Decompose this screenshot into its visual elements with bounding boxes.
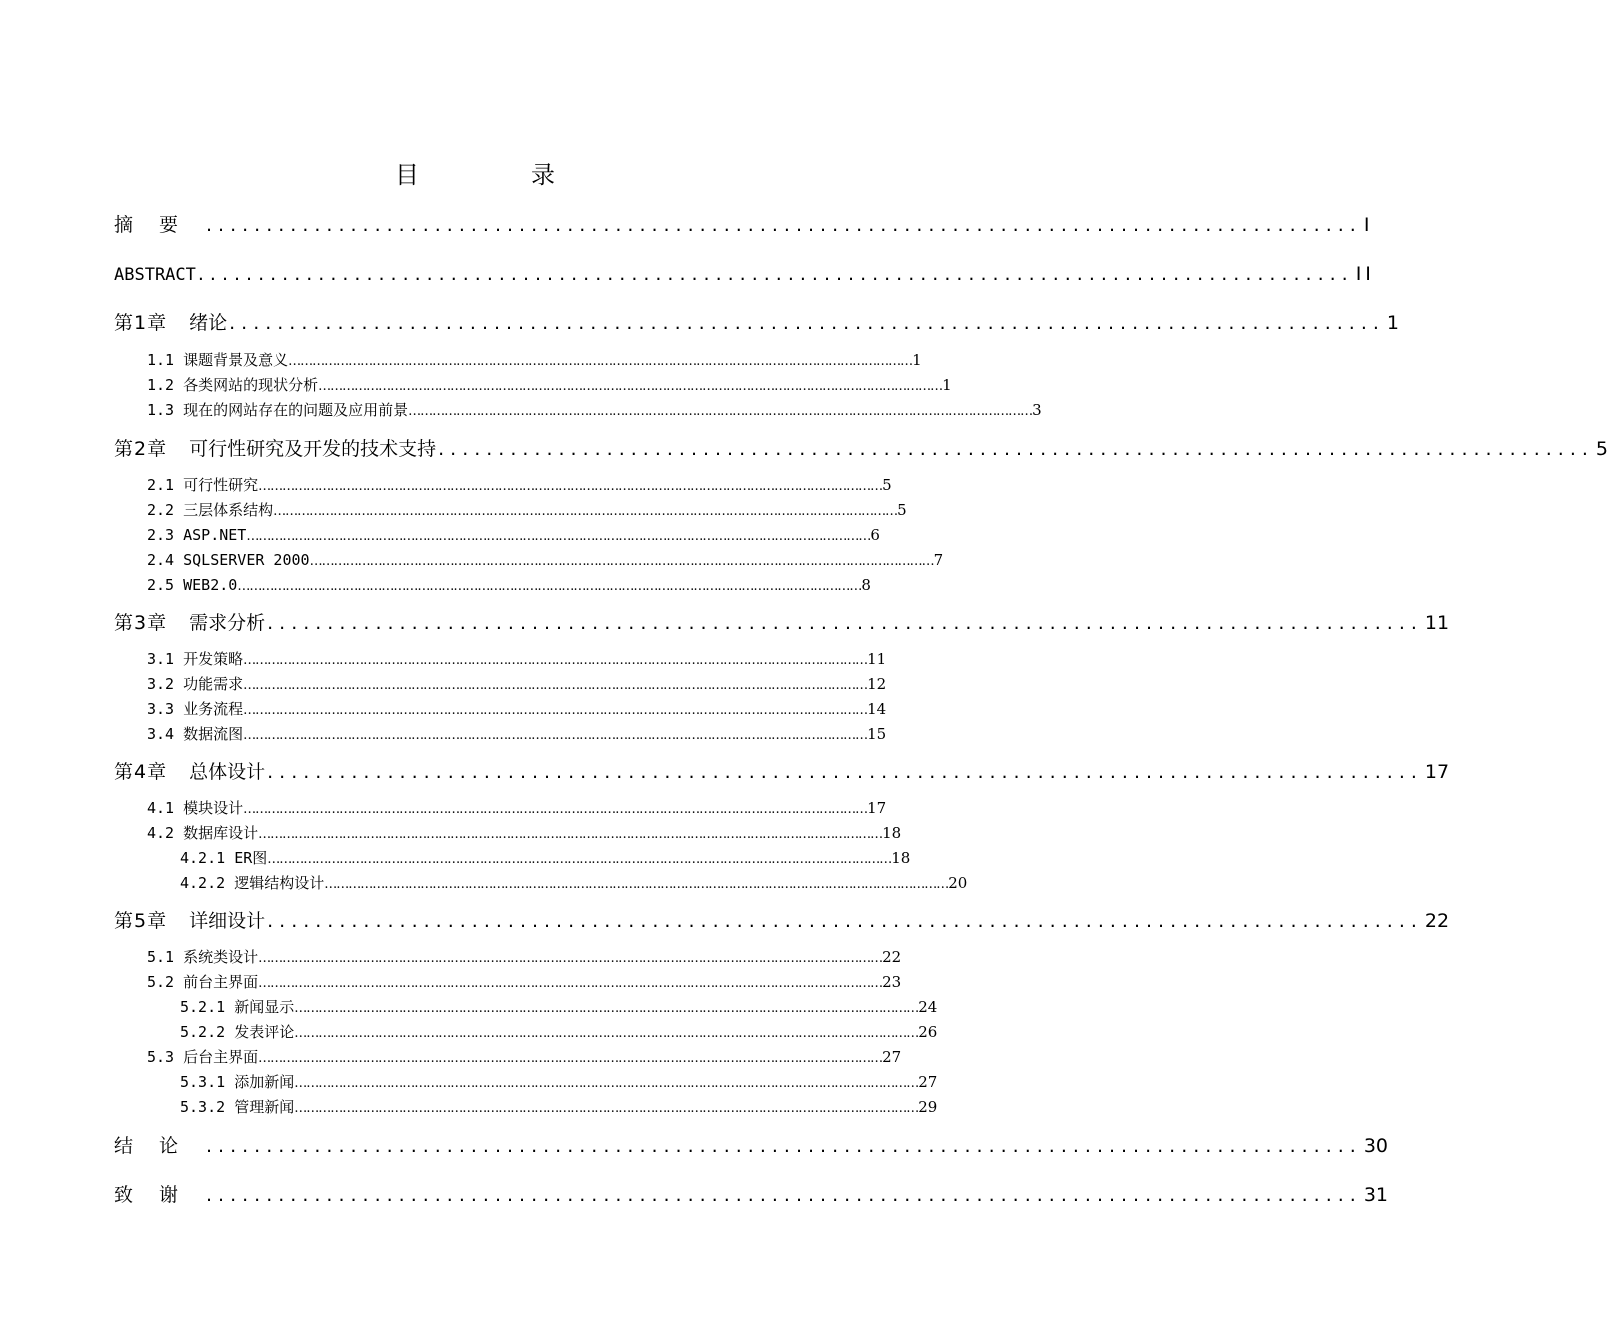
toc-section-number: 2.1 xyxy=(147,476,175,494)
toc-entry-chapter-4[interactable] xyxy=(114,757,1450,787)
toc-leader-dots: ................................................................................................ xyxy=(206,1135,1362,1157)
toc-leader-dots: ………………………………………………………………………………………………………………………………………… xyxy=(258,976,883,991)
toc-chapter-number: 第2章 xyxy=(114,438,168,460)
toc-section-number: 2.3 xyxy=(147,526,175,544)
toc-page-number: 26 xyxy=(918,1023,938,1041)
toc-entry-2-4[interactable] xyxy=(147,548,944,572)
toc-page-number: 11 xyxy=(867,650,887,668)
toc-page-number: 29 xyxy=(918,1098,938,1116)
toc-page-number: 24 xyxy=(918,998,938,1016)
toc-section-number: 1.3 xyxy=(147,401,175,419)
toc-entry-4-2[interactable] xyxy=(147,821,902,845)
toc-entry-3-2[interactable] xyxy=(147,672,887,696)
toc-leader-dots: ………………………………………………………………………………………………………………………………………… xyxy=(324,877,949,892)
toc-leader-dots: ………………………………………………………………………………………………………………………………………… xyxy=(243,728,868,743)
toc-entry-5-2-1[interactable] xyxy=(180,995,938,1019)
toc-chapter-title: 需求分析 xyxy=(189,612,266,634)
toc-entry-3-1[interactable] xyxy=(147,647,887,671)
toc-leader-dots: ………………………………………………………………………………………………………………………………………… xyxy=(288,354,913,369)
toc-entry-abstract-en[interactable] xyxy=(114,259,1375,289)
toc-section-number: 5.3.1 xyxy=(180,1073,226,1091)
toc-section-number: 3.2 xyxy=(147,675,175,693)
toc-section-title: 前台主界面 xyxy=(183,973,259,991)
toc-page-number: I xyxy=(1363,214,1370,236)
toc-section-title: 后台主界面 xyxy=(183,1048,259,1066)
toc-page-number: 31 xyxy=(1363,1184,1388,1206)
toc-leader-dots: ………………………………………………………………………………………………………………………………………… xyxy=(243,802,868,817)
toc-leader-dots: ………………………………………………………………………………………………………………………………………… xyxy=(309,554,934,569)
toc-section-title: 课题背景及意义 xyxy=(183,351,289,369)
toc-section-title: ASP.NET xyxy=(183,526,247,544)
toc-page-number: 1 xyxy=(912,351,922,369)
toc-section-number: 5.2 xyxy=(147,973,175,991)
toc-page-number: 15 xyxy=(867,725,887,743)
toc-page-number: 1 xyxy=(942,376,952,394)
toc-entry-chapter-5[interactable] xyxy=(114,906,1450,936)
toc-section-number: 4.2 xyxy=(147,824,175,842)
toc-section-title: 现在的网站存在的问题及应用前景 xyxy=(183,401,409,419)
toc-leader-dots: ………………………………………………………………………………………………………………………………………… xyxy=(258,951,883,966)
toc-page-number: 5 xyxy=(1595,438,1608,460)
toc-page-number: II xyxy=(1355,263,1375,285)
toc-page-number: 1 xyxy=(1386,312,1399,334)
toc-leader-dots: ………………………………………………………………………………………………………………………………………… xyxy=(243,703,868,718)
toc-entry-3-3[interactable] xyxy=(147,697,887,721)
toc-entry-2-3[interactable] xyxy=(147,523,880,547)
toc-entry-label: 结论 xyxy=(114,1135,205,1157)
toc-section-title: WEB2.0 xyxy=(183,576,238,594)
toc-entry-chapter-3[interactable] xyxy=(114,608,1450,638)
toc-section-title: 模块设计 xyxy=(183,799,244,817)
toc-page-number: 27 xyxy=(918,1073,938,1091)
toc-section-number: 4.2.2 xyxy=(180,874,226,892)
toc-section-number: 5.2.1 xyxy=(180,998,226,1016)
toc-chapter-number: 第1章 xyxy=(114,312,168,334)
toc-section-title: 新闻显示 xyxy=(234,998,295,1016)
toc-entry-5-2-2[interactable] xyxy=(180,1020,938,1044)
toc-section-title: 数据流图 xyxy=(183,725,244,743)
toc-entry-2-5[interactable] xyxy=(147,573,871,597)
toc-section-title: 三层体系结构 xyxy=(183,501,274,519)
toc-leader-dots: ................................................................................................ xyxy=(267,910,1423,932)
toc-entry-5-3-1[interactable] xyxy=(180,1070,938,1094)
toc-chapter-title: 绪论 xyxy=(189,312,228,334)
toc-section-title: 发表评论 xyxy=(234,1023,295,1041)
toc-entry-3-4[interactable] xyxy=(147,722,887,746)
toc-section-title: 系统类设计 xyxy=(183,948,259,966)
toc-leader-dots: ………………………………………………………………………………………………………………………………………… xyxy=(294,1076,919,1091)
toc-section-number: 1.2 xyxy=(147,376,175,394)
toc-section-title: 数据库设计 xyxy=(183,824,259,842)
toc-page-number: 5 xyxy=(882,476,892,494)
toc-section-number: 3.1 xyxy=(147,650,175,668)
toc-page-number: 8 xyxy=(861,576,871,594)
toc-section-title: 功能需求 xyxy=(183,675,244,693)
toc-section-number: 4.2.1 xyxy=(180,849,226,867)
toc-entry-chapter-2[interactable] xyxy=(114,434,1608,464)
toc-leader-dots: ………………………………………………………………………………………………………………………………………… xyxy=(294,1101,919,1116)
toc-page-number: 18 xyxy=(891,849,911,867)
toc-entry-5-3[interactable] xyxy=(147,1045,902,1069)
toc-page-number: 6 xyxy=(870,526,880,544)
toc-chapter-number: 第3章 xyxy=(114,612,168,634)
toc-entry-5-1[interactable] xyxy=(147,945,902,969)
toc-section-number: 5.1 xyxy=(147,948,175,966)
toc-entry-abstract-cn[interactable] xyxy=(114,210,1370,240)
toc-page-number: 7 xyxy=(933,551,944,569)
toc-section-title: 逻辑结构设计 xyxy=(234,874,325,892)
toc-section-number: 2.4 xyxy=(147,551,175,569)
toc-page-number: 17 xyxy=(1424,761,1450,783)
toc-section-title: ER图 xyxy=(234,849,268,867)
toc-entry-conclusion[interactable] xyxy=(114,1131,1388,1161)
toc-leader-dots: ................................................................................................ xyxy=(267,761,1423,783)
toc-section-number: 2.2 xyxy=(147,501,175,519)
toc-section-number: 3.3 xyxy=(147,700,175,718)
toc-entry-4-2-1[interactable] xyxy=(180,846,911,870)
toc-section-title: 业务流程 xyxy=(183,700,244,718)
toc-chapter-number: 第5章 xyxy=(114,910,168,932)
toc-entry-label: ABSTRACT xyxy=(114,265,196,285)
toc-leader-dots: ................................................................................................ xyxy=(206,214,1362,236)
toc-page-number: 3 xyxy=(1032,401,1042,419)
toc-entry-1-3[interactable] xyxy=(147,398,1042,422)
toc-chapter-title: 详细设计 xyxy=(189,910,266,932)
toc-page-number: 30 xyxy=(1363,1135,1388,1157)
toc-page-number: 22 xyxy=(882,948,902,966)
toc-entry-label: 摘要 xyxy=(114,214,205,236)
toc-entry-1-2[interactable] xyxy=(147,373,952,397)
toc-entry-4-2-2[interactable] xyxy=(180,871,968,895)
toc-page-number: 23 xyxy=(882,973,902,991)
toc-leader-dots: ………………………………………………………………………………………………………………………………………… xyxy=(258,827,883,842)
toc-entry-5-3-2[interactable] xyxy=(180,1095,938,1119)
toc-entry-2-2[interactable] xyxy=(147,498,907,522)
toc-leader-dots: ………………………………………………………………………………………………………………………………………… xyxy=(294,1001,919,1016)
toc-section-title: 各类网站的现状分析 xyxy=(183,376,319,394)
toc-page-number: 22 xyxy=(1424,910,1450,932)
toc-entry-thanks[interactable] xyxy=(114,1180,1388,1210)
toc-section-number: 5.3 xyxy=(147,1048,175,1066)
toc-section-number: 3.4 xyxy=(147,725,175,743)
toc-leader-dots: ………………………………………………………………………………………………………………………………………… xyxy=(408,404,1033,419)
toc-page-number: 20 xyxy=(948,874,968,892)
toc-leader-dots: ................................................................................................ xyxy=(438,438,1594,460)
toc-leader-dots: ………………………………………………………………………………………………………………………………………… xyxy=(237,579,862,594)
toc-entry-5-2[interactable] xyxy=(147,970,902,994)
toc-entry-2-1[interactable] xyxy=(147,473,892,497)
toc-entry-chapter-1[interactable] xyxy=(114,308,1399,338)
toc-leader-dots: ………………………………………………………………………………………………………………………………………… xyxy=(273,504,898,519)
toc-leader-dots: ................................................................................................ xyxy=(267,612,1423,634)
toc-entry-1-1[interactable] xyxy=(147,348,922,372)
toc-leader-dots: ………………………………………………………………………………………………………………………………………… xyxy=(243,653,868,668)
toc-leader-dots: ………………………………………………………………………………………………………………………………………… xyxy=(243,678,868,693)
toc-leader-dots: ................................................................................................ xyxy=(229,312,1385,334)
toc-leader-dots: ................................................................................................ xyxy=(206,1184,1362,1206)
toc-section-title: 管理新闻 xyxy=(234,1098,295,1116)
toc-page-number: 27 xyxy=(882,1048,902,1066)
toc-chapter-title: 总体设计 xyxy=(189,761,266,783)
toc-page-number: 5 xyxy=(897,501,907,519)
toc-leader-dots: ………………………………………………………………………………………………………………………………………… xyxy=(267,852,892,867)
toc-chapter-number: 第4章 xyxy=(114,761,168,783)
toc-leader-dots: ………………………………………………………………………………………………………………………………………… xyxy=(294,1026,919,1041)
toc-section-title: 添加新闻 xyxy=(234,1073,295,1091)
toc-leader-dots: ................................................................................................ xyxy=(197,263,1354,285)
toc-page-number: 12 xyxy=(867,675,887,693)
toc-entry-4-1[interactable] xyxy=(147,796,887,820)
toc-leader-dots: ………………………………………………………………………………………………………………………………………… xyxy=(258,479,883,494)
toc-page-number: 17 xyxy=(867,799,887,817)
toc-leader-dots: ………………………………………………………………………………………………………………………………………… xyxy=(318,379,943,394)
toc-section-number: 5.2.2 xyxy=(180,1023,226,1041)
toc-page-number: 18 xyxy=(882,824,902,842)
toc-page-number: 11 xyxy=(1424,612,1450,634)
toc-section-number: 4.1 xyxy=(147,799,175,817)
toc-entry-label: 致谢 xyxy=(114,1184,205,1206)
toc-section-title: SQLSERVER 2000 xyxy=(183,551,310,569)
toc-leader-dots: ………………………………………………………………………………………………………………………………………… xyxy=(246,529,871,544)
toc-section-number: 5.3.2 xyxy=(180,1098,226,1116)
toc-section-number: 2.5 xyxy=(147,576,175,594)
toc-leader-dots: ………………………………………………………………………………………………………………………………………… xyxy=(258,1051,883,1066)
toc-page-number: 14 xyxy=(867,700,887,718)
toc-section-number: 1.1 xyxy=(147,351,175,369)
toc-section-title: 开发策略 xyxy=(183,650,244,668)
toc-section-title: 可行性研究 xyxy=(183,476,259,494)
toc-title: 目 录 xyxy=(395,161,599,189)
toc-chapter-title: 可行性研究及开发的技术支持 xyxy=(189,438,437,460)
